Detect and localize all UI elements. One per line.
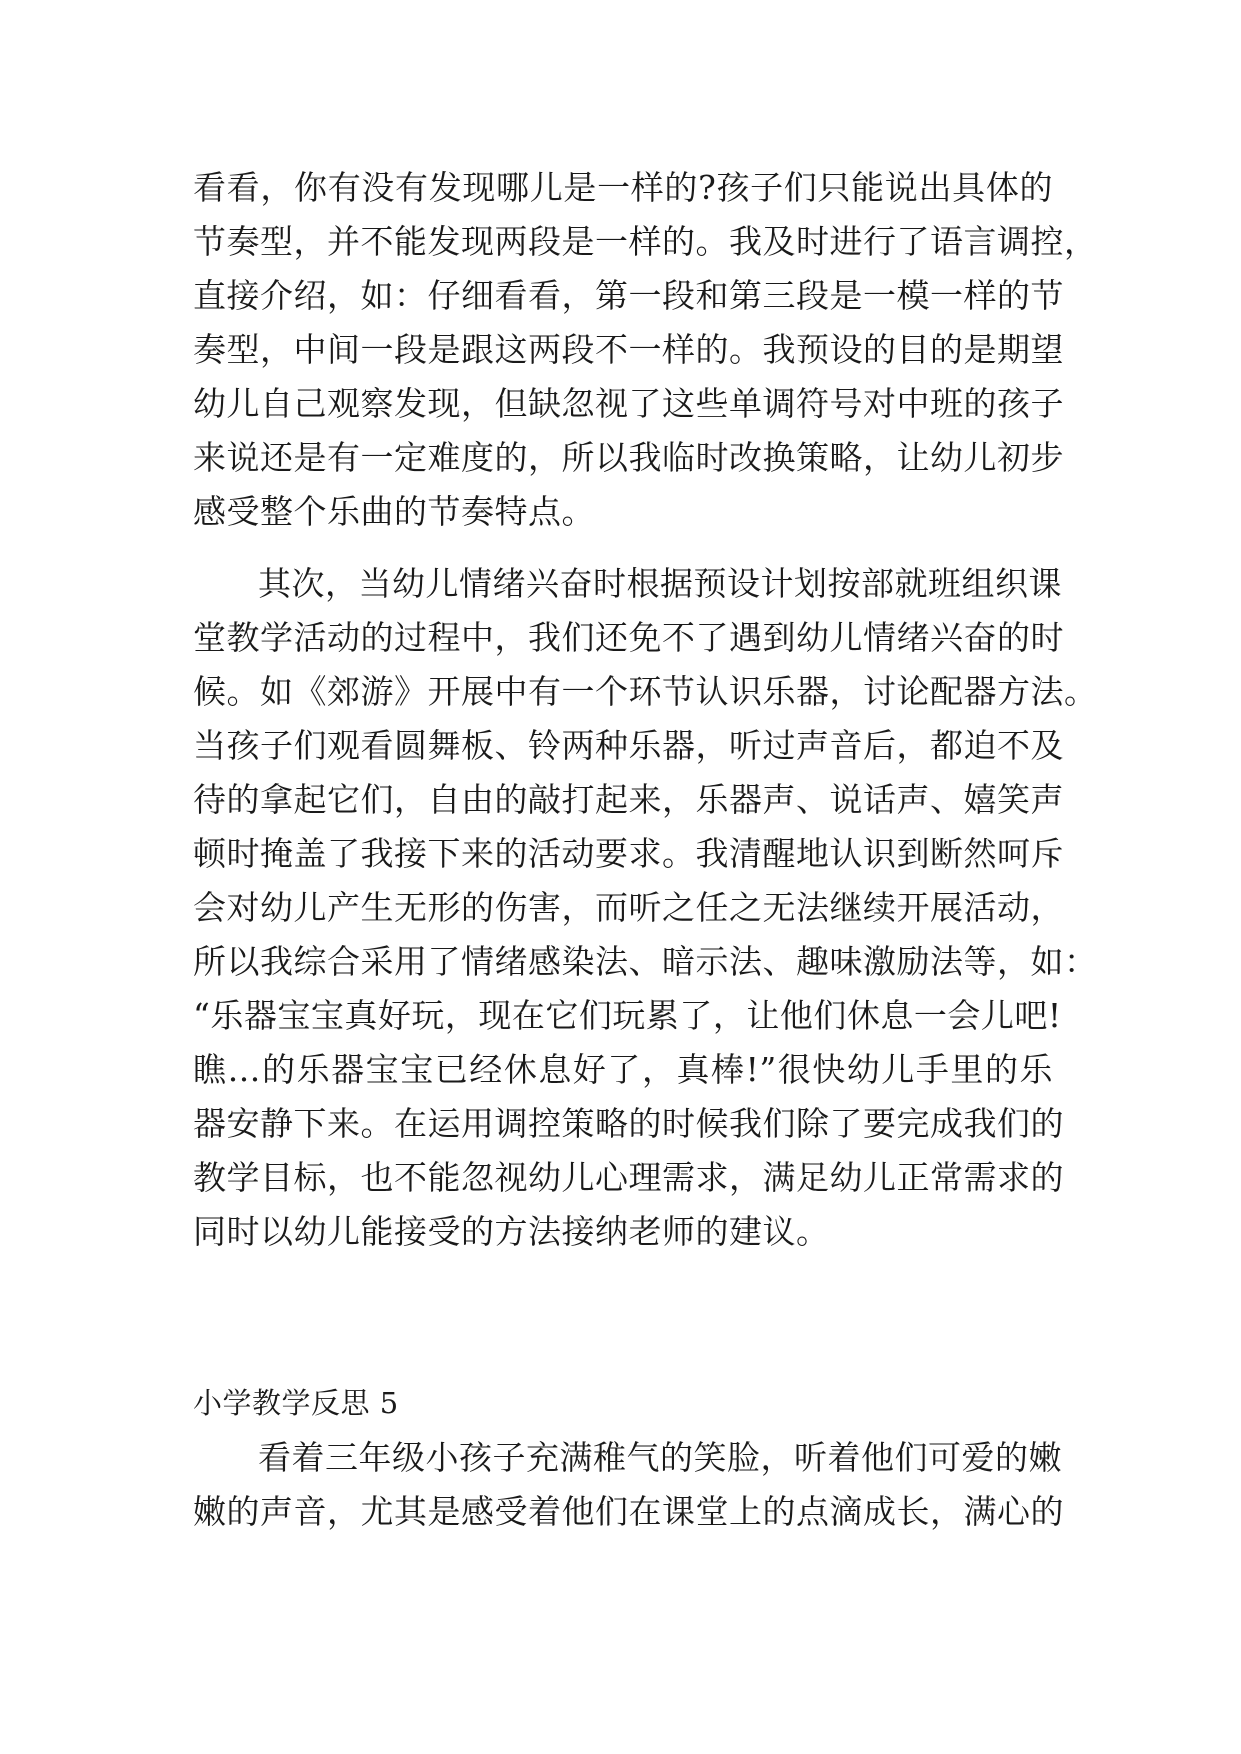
paragraph-1-line-7: 感受整个乐曲的节奏特点。 — [193, 492, 595, 531]
paragraph-1-line-1: 看看，你有没有发现哪儿是一样的?孩子们只能说出具体的 — [193, 168, 1053, 207]
paragraph-2-line-7: 会对幼儿产生无形的伤害，而听之任之无法继续开展活动， — [193, 888, 1064, 927]
paragraph-1-line-6: 来说还是有一定难度的，所以我临时改换策略，让幼儿初步 — [193, 438, 1064, 477]
section-heading: 小学教学反思 5 — [193, 1386, 399, 1420]
paragraph-2-line-6: 顿时掩盖了我接下来的活动要求。我清醒地认识到断然呵斥 — [193, 834, 1064, 873]
paragraph-2-line-1: 其次，当幼儿情绪兴奋时根据预设计划按部就班组织课 — [258, 564, 1062, 603]
paragraph-3-line-2: 嫩的声音，尤其是感受着他们在课堂上的点滴成长，满心的 — [193, 1492, 1064, 1531]
paragraph-2-line-12: 教学目标，也不能忽视幼儿心理需求，满足幼儿正常需求的 — [193, 1158, 1064, 1197]
paragraph-2-line-2: 堂教学活动的过程中，我们还免不了遇到幼儿情绪兴奋的时 — [193, 618, 1064, 657]
paragraph-1-line-5: 幼儿自己观察发现，但缺忽视了这些单调符号对中班的孩子 — [193, 384, 1064, 423]
paragraph-3-line-1: 看着三年级小孩子充满稚气的笑脸，听着他们可爱的嫩 — [258, 1438, 1062, 1477]
paragraph-2-line-10: 瞧…的乐器宝宝已经休息好了，真棒!”很快幼儿手里的乐 — [193, 1050, 1053, 1089]
paragraph-2-line-13: 同时以幼儿能接受的方法接纳老师的建议。 — [193, 1212, 830, 1251]
paragraph-2-line-4: 当孩子们观看圆舞板、铃两种乐器，听过声音后，都迫不及 — [193, 726, 1064, 765]
paragraph-2-line-5: 待的拿起它们，自由的敲打起来，乐器声、说话声、嬉笑声 — [193, 780, 1064, 819]
paragraph-1-line-4: 奏型，中间一段是跟这两段不一样的。我预设的目的是期望 — [193, 330, 1064, 369]
paragraph-2-line-9: “乐器宝宝真好玩，现在它们玩累了，让他们休息一会儿吧! — [193, 996, 1062, 1035]
paragraph-2-line-3: 候。如《郊游》开展中有一个环节认识乐器，讨论配器方法。 — [193, 672, 1098, 711]
paragraph-2-line-8: 所以我综合采用了情绪感染法、暗示法、趣味激励法等，如： — [193, 942, 1098, 981]
paragraph-1-line-2: 节奏型，并不能发现两段是一样的。我及时进行了语言调控， — [193, 222, 1098, 261]
paragraph-1-line-3: 直接介绍，如：仔细看看，第一段和第三段是一模一样的节 — [193, 276, 1064, 315]
paragraph-2-line-11: 器安静下来。在运用调控策略的时候我们除了要完成我们的 — [193, 1104, 1064, 1143]
